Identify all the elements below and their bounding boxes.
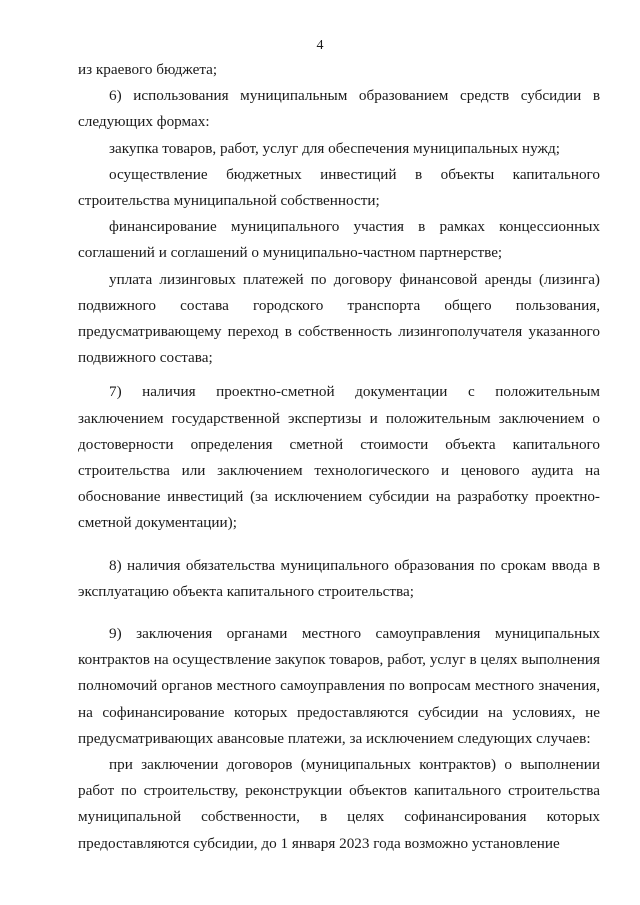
paragraph-item-9: 9) заключения органами местного самоуправления муниципальных контрактов на осуществление закупок товаров, работ, услуг в целях выполнения полномочий органов местного самоуправления по вопросам местного значения, на софинансирование которых предоставляются субсидии на условиях, не предусматривающих авансовые платежи, за исключением следующих случаев: xyxy=(78,625,600,747)
paragraph-investments: осуществление бюджетных инвестиций в объекты капитального строительства муниципальной собственности; xyxy=(78,165,600,210)
paragraph-item-6: 6) использования муниципальным образованием средств субсидии в следующих формах: xyxy=(78,87,600,131)
paragraph-item-7: 7) наличия проектно-сметной документации с положительным заключением государственной экспертизы и положительным заключением о достоверности определения сметной стоимости объекта капитального строительства или заключением технологического и ценового аудита на обоснование инвестиций (за исключением субсидии на разработку проектно-сметной документации); xyxy=(78,383,600,532)
paragraph-concessions: финансирование муниципального участия в рамках концессионных соглашений и соглашений о муниципально-частном партнерстве; xyxy=(78,218,600,262)
paragraph-purchases: закупка товаров, работ, услуг для обеспечения муниципальных нужд; xyxy=(109,139,560,157)
page-number: 4 xyxy=(316,38,324,53)
paragraph-item-8: 8) наличия обязательства муниципального образования по срокам ввода в эксплуатацию объекта капитального строительства; xyxy=(78,556,600,600)
document-body xyxy=(78,57,600,857)
paragraph-exceptions: при заключении договоров (муниципальных контрактов) о выполнении работ по строительству, реконструкции объектов капитального строительства муниципальной собственности, в целях софинансирования которых предоставляются субсидии, до 1 января 2023 года возможно установление xyxy=(78,756,600,852)
paragraph-leasing: уплата лизинговых платежей по договору финансовой аренды (лизинга) подвижного состава городского транспорта общего пользования, предусматривающему переход в собственность лизингополучателя указанного подвижного состава; xyxy=(78,270,600,367)
paragraph-1: из краевого бюджета; xyxy=(78,61,218,78)
